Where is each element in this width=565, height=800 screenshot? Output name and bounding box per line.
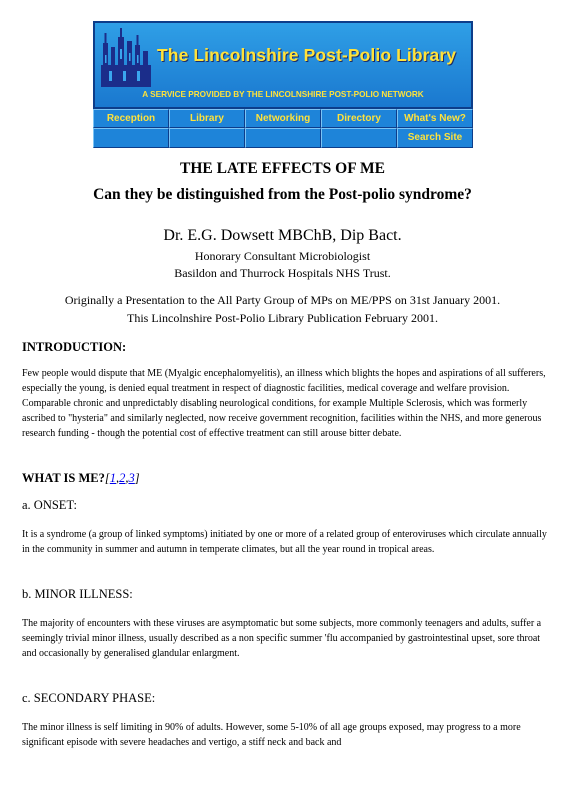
nav-blank-cell <box>245 128 321 148</box>
what-is-me-heading <box>22 471 140 486</box>
introduction-heading: INTRODUCTION: <box>22 340 127 354</box>
cathedral-logo-icon <box>99 25 155 87</box>
reference-link-3[interactable]: 3 <box>128 471 135 485</box>
ref-bracket-open: [ <box>104 471 110 485</box>
nav-bar <box>93 109 473 128</box>
reference-link-2[interactable]: 2 <box>119 471 126 485</box>
onset-heading: a. ONSET: <box>22 498 77 512</box>
publication-note: This Lincolnshire Post-Polio Library Publication February 2001. <box>127 311 438 325</box>
introduction-paragraph: Few people would dispute that ME (Myalgic encephalomyelitis), an illness which blights the hopes and aspirations of all sufferers, especially the young, is denied equal treatment in respect of diagnostic facilities, medical coverage and welfare provision. Comparable chronic and unpredictably disabling neurological conditions, for example Multiple Sclerosis, which was formerly ascribed to "hysteria" and similarly neglected, now receive government recognition, facilities within the NHS, and more generous research funding - though the potential cost of effective treatment can still arouse bitter debate. <box>22 368 546 439</box>
nav-reception[interactable]: Reception <box>93 109 169 128</box>
document-subtitle: Can they be distinguished from the Post-polio syndrome? <box>93 186 472 203</box>
minor-illness-heading: b. MINOR ILLNESS: <box>22 587 133 601</box>
nav-blank-cell <box>321 128 397 148</box>
what-is-me-label: WHAT IS ME? <box>22 471 105 485</box>
nav-blank-cell <box>169 128 245 148</box>
search-site-button[interactable]: Search Site <box>397 128 473 148</box>
site-banner <box>93 21 473 148</box>
reference-link-1[interactable]: 1 <box>109 471 117 485</box>
nav-whats-new[interactable]: What's New? <box>397 109 473 128</box>
reference-links <box>105 471 140 485</box>
ref-bracket-close: ] <box>134 471 140 485</box>
nav-blank-cell <box>93 128 169 148</box>
library-title: The Lincolnshire Post-Polio Library <box>157 45 457 65</box>
secondary-phase-paragraph: The minor illness is self limiting in 90% of adults. However, some 5-10% of all age groups exposed, may progress to a more significant episode with severe headaches and vertigo, a stiff neck and back and <box>22 722 521 748</box>
author-name: Dr. E.G. Dowsett MBChB, Dip Bact. <box>163 227 402 244</box>
nav-library[interactable]: Library <box>169 109 245 128</box>
minor-illness-paragraph: The majority of encounters with these viruses are asymptomatic but some subjects, more commonly teenagers and adults, suffer a seemingly trivial minor illness, usually described as a non specific summer 'flu accompanied by gastrointestinal upset, sore throat and occasionally by generalised glandular enlargment. <box>22 618 542 659</box>
secondary-phase-heading: c. SECONDARY PHASE: <box>22 691 156 705</box>
ref-separator: , <box>125 471 129 485</box>
onset-paragraph: It is a syndrome (a group of linked symptoms) initiated by one or more of a related group of enteroviruses which circulate annually in the community in summer and autumn in temperate climates, but all the year round in tropical areas. <box>22 529 547 555</box>
author-position: Honorary Consultant Microbiologist <box>194 249 371 263</box>
origin-note: Originally a Presentation to the All Party Group of MPs on ME/PPS on 31st January 2001. <box>64 293 501 307</box>
author-institution: Basildon and Thurrock Hospitals NHS Trust. <box>174 266 391 280</box>
nav-networking[interactable]: Networking <box>245 109 321 128</box>
library-subtitle: A SERVICE PROVIDED BY THE LINCOLNSHIRE POST-POLIO NETWORK <box>142 90 424 99</box>
ref-separator: , <box>116 471 120 485</box>
document-title: THE LATE EFFECTS OF ME <box>180 160 385 177</box>
banner-header[interactable] <box>93 21 473 109</box>
nav-bar-secondary <box>93 128 473 148</box>
nav-directory[interactable]: Directory <box>321 109 397 128</box>
